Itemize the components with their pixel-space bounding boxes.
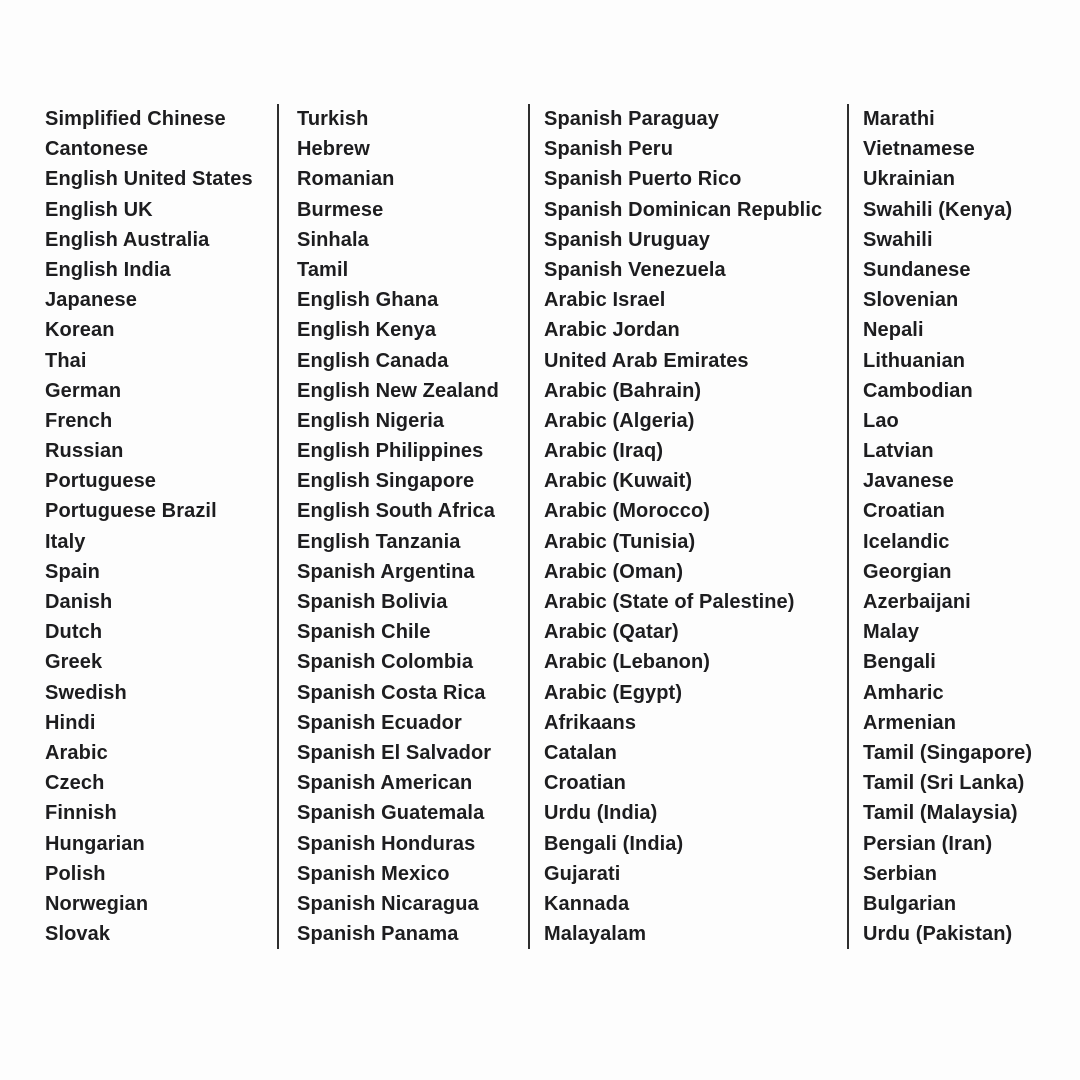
language-item: Czech bbox=[45, 772, 105, 795]
language-item: English South Africa bbox=[297, 500, 495, 523]
language-item: English Kenya bbox=[297, 319, 437, 342]
language-item: Spanish Argentina bbox=[297, 560, 475, 583]
language-item: German bbox=[45, 379, 122, 402]
language-item: Gujarati bbox=[544, 862, 621, 885]
language-item: Sinhala bbox=[297, 228, 369, 251]
language-item: Japanese bbox=[45, 289, 137, 312]
language-item: Spanish Mexico bbox=[297, 862, 450, 885]
language-item: Norwegian bbox=[45, 892, 149, 915]
language-item: Arabic (Iraq) bbox=[544, 440, 664, 463]
language-item: Spanish Paraguay bbox=[544, 108, 719, 130]
language-item: English India bbox=[45, 258, 171, 281]
language-item: Greek bbox=[45, 651, 103, 674]
language-item: Arabic Jordan bbox=[544, 319, 680, 342]
language-column-2 bbox=[277, 104, 528, 949]
language-item: Urdu (Pakistan) bbox=[863, 923, 1013, 946]
language-item: Arabic (Oman) bbox=[544, 560, 684, 583]
language-item: Spanish Guatemala bbox=[297, 802, 485, 825]
language-item: Arabic (Lebanon) bbox=[544, 651, 711, 674]
language-item: Spanish Bolivia bbox=[297, 591, 448, 613]
language-item: Hebrew bbox=[297, 138, 370, 161]
language-item: Spanish Dominican Republic bbox=[544, 198, 823, 221]
language-item: Italy bbox=[45, 530, 86, 553]
language-item: Croatian bbox=[544, 772, 626, 795]
language-item: Spanish Venezuela bbox=[544, 258, 726, 281]
language-item: Arabic (Egypt) bbox=[544, 681, 683, 704]
language-item: Persian (Iran) bbox=[863, 832, 993, 855]
language-item: English Ghana bbox=[297, 289, 439, 312]
language-item: Tamil bbox=[297, 258, 349, 281]
language-item: Arabic (Morocco) bbox=[544, 500, 711, 523]
language-item: Simplified Chinese bbox=[45, 108, 226, 130]
language-item: Thai bbox=[45, 349, 87, 372]
language-column-3 bbox=[528, 104, 847, 949]
language-item: Croatian bbox=[863, 500, 945, 523]
language-item: English UK bbox=[45, 198, 153, 221]
language-column-1 bbox=[0, 104, 277, 949]
language-column-4 bbox=[847, 104, 1080, 949]
language-item: Spanish Chile bbox=[297, 621, 431, 644]
language-item: Hungarian bbox=[45, 832, 145, 855]
language-item: Swedish bbox=[45, 681, 127, 704]
language-item: English Australia bbox=[45, 228, 210, 251]
language-item: Arabic (Kuwait) bbox=[544, 470, 693, 493]
language-item: English United States bbox=[45, 168, 253, 191]
language-item: Arabic (Bahrain) bbox=[544, 379, 702, 402]
language-item: Cantonese bbox=[45, 138, 149, 161]
language-item: Spanish El Salvador bbox=[297, 741, 492, 764]
language-item: Spanish Costa Rica bbox=[297, 681, 486, 704]
language-item: Serbian bbox=[863, 862, 938, 885]
language-item: Amharic bbox=[863, 681, 944, 704]
language-item: French bbox=[45, 409, 113, 432]
language-list bbox=[0, 104, 1080, 949]
language-item: Spanish American bbox=[297, 772, 473, 795]
language-item: Urdu (India) bbox=[544, 802, 658, 825]
language-item: Spanish Panama bbox=[297, 923, 459, 946]
language-item: Romanian bbox=[297, 168, 395, 191]
language-item: Portuguese bbox=[45, 470, 157, 493]
language-item: English Philippines bbox=[297, 440, 484, 463]
language-item: Ukrainian bbox=[863, 168, 956, 191]
language-item: Arabic (Qatar) bbox=[544, 621, 679, 644]
language-item: Bengali bbox=[863, 651, 936, 674]
language-item: Javanese bbox=[863, 470, 954, 493]
language-item: Lithuanian bbox=[863, 349, 966, 372]
language-item: Sundanese bbox=[863, 258, 971, 281]
language-item: Arabic bbox=[45, 741, 108, 764]
language-item: Malayalam bbox=[544, 923, 647, 946]
language-item: Arabic (State of Palestine) bbox=[544, 591, 795, 613]
language-item: English Nigeria bbox=[297, 409, 445, 432]
language-item: Portuguese Brazil bbox=[45, 500, 217, 523]
language-item: Spanish Nicaragua bbox=[297, 892, 479, 915]
language-item: United Arab Emirates bbox=[544, 349, 749, 372]
language-item: Tamil (Malaysia) bbox=[863, 802, 1018, 825]
language-item: English Singapore bbox=[297, 470, 475, 493]
language-item: Slovenian bbox=[863, 289, 959, 312]
language-item: Slovak bbox=[45, 923, 111, 946]
language-item: Icelandic bbox=[863, 530, 950, 553]
language-item: Catalan bbox=[544, 741, 617, 764]
language-item: Bulgarian bbox=[863, 892, 957, 915]
language-item: Russian bbox=[45, 440, 124, 463]
language-item: Arabic (Tunisia) bbox=[544, 530, 696, 553]
language-item: Tamil (Sri Lanka) bbox=[863, 772, 1025, 795]
language-item: Marathi bbox=[863, 108, 935, 130]
language-item: Armenian bbox=[863, 711, 957, 734]
language-item: English New Zealand bbox=[297, 379, 499, 402]
language-item: English Canada bbox=[297, 349, 449, 372]
language-item: Kannada bbox=[544, 892, 630, 915]
language-item: Finnish bbox=[45, 802, 117, 825]
language-item: Azerbaijani bbox=[863, 591, 971, 613]
language-item: Tamil (Singapore) bbox=[863, 741, 1033, 764]
language-item: Spanish Colombia bbox=[297, 651, 474, 674]
language-item: Nepali bbox=[863, 319, 924, 342]
language-item: Vietnamese bbox=[863, 138, 975, 161]
language-item: Spain bbox=[45, 560, 100, 583]
language-item: Arabic (Algeria) bbox=[544, 409, 695, 432]
language-item: Spanish Ecuador bbox=[297, 711, 462, 734]
language-item: Latvian bbox=[863, 440, 934, 463]
language-item: Burmese bbox=[297, 198, 384, 221]
language-item: Cambodian bbox=[863, 379, 973, 402]
language-item: Bengali (India) bbox=[544, 832, 684, 855]
language-item: Spanish Peru bbox=[544, 138, 674, 161]
language-item: Danish bbox=[45, 591, 113, 613]
language-item: Malay bbox=[863, 621, 920, 644]
language-item: English Tanzania bbox=[297, 530, 461, 553]
language-item: Swahili bbox=[863, 228, 933, 251]
language-item: Spanish Uruguay bbox=[544, 228, 710, 251]
language-item: Georgian bbox=[863, 560, 952, 583]
language-item: Spanish Honduras bbox=[297, 832, 476, 855]
language-item: Lao bbox=[863, 409, 899, 432]
language-item: Swahili (Kenya) bbox=[863, 198, 1013, 221]
language-item: Turkish bbox=[297, 108, 369, 130]
language-item: Spanish Puerto Rico bbox=[544, 168, 742, 191]
language-item: Dutch bbox=[45, 621, 103, 644]
language-item: Arabic Israel bbox=[544, 289, 666, 312]
language-item: Hindi bbox=[45, 711, 96, 734]
language-item: Korean bbox=[45, 319, 115, 342]
language-item: Polish bbox=[45, 862, 106, 885]
language-item: Afrikaans bbox=[544, 711, 637, 734]
